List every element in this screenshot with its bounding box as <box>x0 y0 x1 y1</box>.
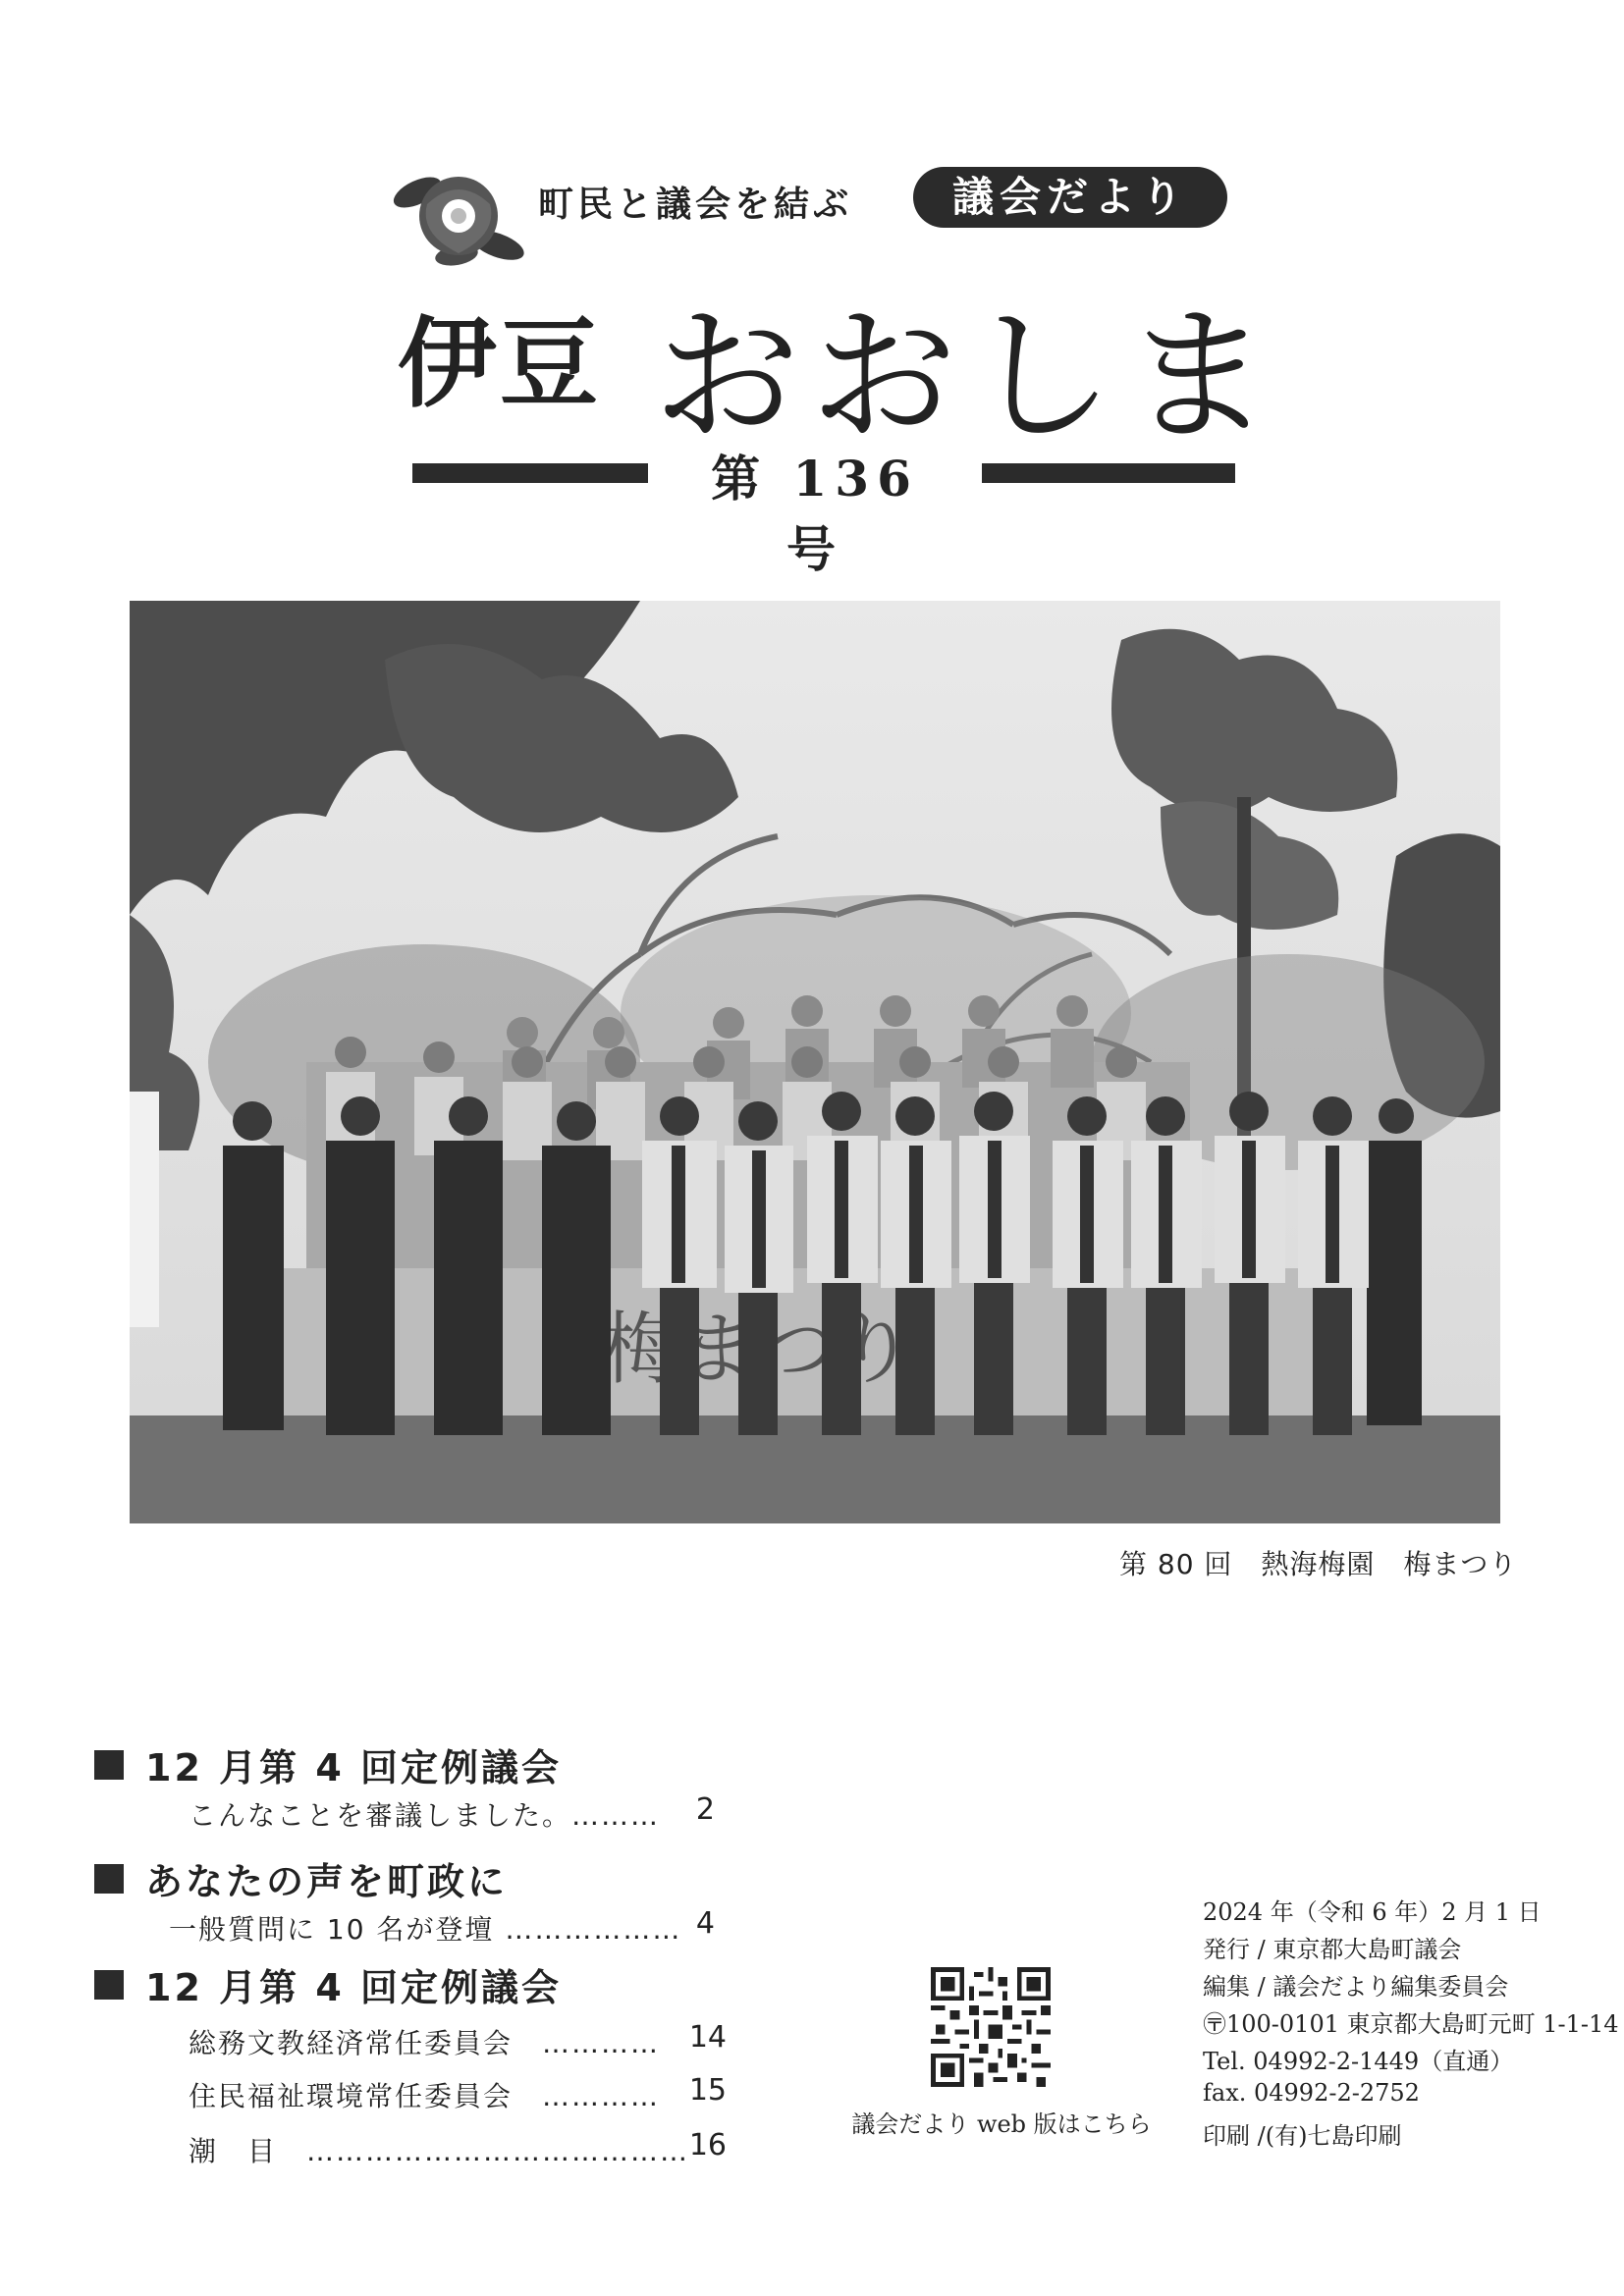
cover-photo <box>130 601 1500 1523</box>
issue-rule-right <box>982 463 1235 483</box>
issue-number: 第 136 号 <box>711 450 919 578</box>
square-bullet-icon <box>94 1970 124 2000</box>
toc-heading-text: 12 月第 4 回定例議会 <box>145 1966 563 2009</box>
page-title: おおしま <box>653 292 1282 462</box>
toc-item: こんなことを審議しました。……… <box>189 1799 661 1832</box>
toc-page-number: 2 <box>695 1792 715 1827</box>
masthead-badge: 議会だより <box>913 167 1227 228</box>
toc-page-number: 14 <box>688 2020 727 2055</box>
editor: 編集 / 議会だより編集委員会 <box>1203 1973 1509 2001</box>
address: 〶100-0101 東京都大島町元町 1-1-14 <box>1203 2010 1619 2038</box>
toc-item: 総務文教経済常任委員会 ………… <box>189 2027 661 2059</box>
toc-item: 住民福祉環境常任委員会 ………… <box>189 2080 661 2112</box>
toc-heading-regular-session <box>94 1737 562 1791</box>
telephone: Tel. 04992-2-1449（直通） <box>1203 2048 1514 2075</box>
toc-item: 潮 目 ………………………………… <box>189 2135 690 2167</box>
square-bullet-icon <box>94 1750 124 1780</box>
printer: 印刷 /(有)七島印刷 <box>1203 2122 1402 2150</box>
toc-page-number: 15 <box>688 2073 727 2108</box>
toc-item: 一般質問に 10 名が登壇 ……………… <box>169 1913 682 1946</box>
toc-heading-committees <box>94 1957 562 2011</box>
masthead-tagline: 町民と議会を結ぶ <box>538 184 853 225</box>
issue-rule-left <box>412 463 648 483</box>
camellia-logo-icon <box>388 165 525 273</box>
publisher: 発行 / 東京都大島町議会 <box>1203 1936 1462 1963</box>
qr-label: 議会だより web 版はこちら <box>851 2110 1152 2138</box>
toc-heading-text: 12 月第 4 回定例議会 <box>145 1746 563 1789</box>
photo-caption: 第 80 回 熱海梅園 梅まつり <box>1119 1548 1518 1580</box>
qr-code-icon[interactable] <box>931 1967 1051 2087</box>
toc-page-number: 4 <box>695 1906 715 1941</box>
title-prefix: 伊豆 <box>398 306 602 421</box>
fax: fax. 04992-2-2752 <box>1203 2079 1420 2107</box>
square-bullet-icon <box>94 1864 124 1894</box>
publication-date: 2024 年（令和 6 年）2 月 1 日 <box>1203 1898 1542 1926</box>
toc-page-number: 16 <box>688 2128 727 2163</box>
toc-heading-text: あなたの声を町政に <box>145 1860 509 1903</box>
toc-heading-general-questions <box>94 1851 508 1905</box>
